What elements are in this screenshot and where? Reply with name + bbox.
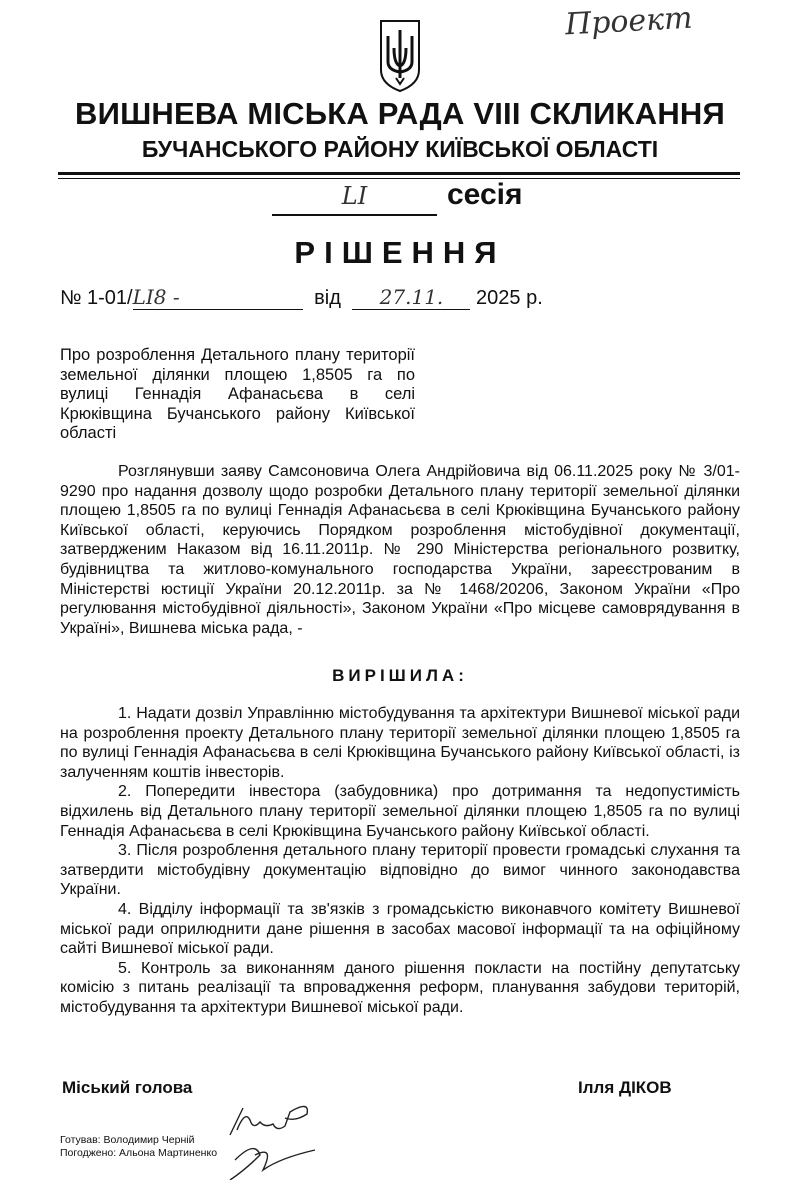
decision-item: 5. Контроль за виконанням даного рішення покласти на постійну депутатську комісію з питань реалізації та впровадження реформ, планування забудови територій, містобудування та архітектури Вишневої міської ради. [60,959,740,1016]
session-number: LI [272,182,437,216]
decision-number: LI8 - [133,285,303,310]
decision-date: 27.11. [352,285,470,310]
decision-item: 2. Попередити інвестора (забудовника) про дотримання та недопустимість відхилень від Детального плану території земельної ділянки площею 1,8505 га по вулиці Геннадія Афанасьєва в селі Крюківщина Бучанського району Київської області. [60,783,740,840]
draft-handwritten-mark: Проект [564,0,694,43]
number-prefix: № 1-01/ [60,287,133,309]
preamble: Розглянувши заяву Самсоновича Олега Андрійовича від 06.11.2025 року № 3/01-9290 про надання дозволу щодо розробки Детального плану території земельної ділянки площею 1,8505 га по вулиці Геннадія Афанасьєва в селі Крюківщина Бучанського району Київської області, керуючись Порядком розроблення містобудівної документації, затвердженим Наказом від 16.11.2011р. № 290 Міністерства регіонального розвитку, будівництва та житлово-комунального господарства України, зареєстрованим в Міністерстві юстиції України 20.12.2011р. за № 1468/20206, Законом України «Про регулювання містобудівної діяльності», Законом України «Про місцеве самоврядування в Україні», Вишнева міська рада, - [60,463,740,637]
date-prefix: від [314,287,341,309]
decision-item: 3. Після розроблення детального плану території провести громадські слухання та затвердити містобудівну документацію відповідно до вимог чинного законодавства України. [60,842,740,899]
resolved-heading: ВИРІШИЛА: [332,666,468,685]
approvals [60,1134,217,1160]
signatory-position: Міський голова [62,1078,193,1097]
signatory-name: Ілля ДІКОВ [578,1078,672,1097]
council-title: ВИШНЕВА МІСЬКА РАДА VIII СКЛИКАННЯ [75,96,725,131]
decision-items [60,704,740,1018]
decision-item: 1. Надати дозвіл Управлінню містобудування та архітектури Вишневої міської ради на розроблення проекту Детального плану території земельної ділянки площею 1,8505 га по вулиці Геннадія Афанасьєва в селі Крюківщина Бучанського району Київської області, із залученням коштів інвесторів. [60,705,740,781]
approved-by: Погоджено: Альона Мартиненко [60,1147,218,1159]
council-region: БУЧАНСЬКОГО РАЙОНУ КИЇВСЬКОЇ ОБЛАСТІ [141,136,659,162]
session-label: сесія [447,178,523,211]
decision-year: 2025 р. [476,287,543,309]
document-type: РІШЕННЯ [294,235,506,270]
decision-subject: Про розроблення Детального плану території земельної ділянки площею 1,8505 га по вулиці Геннадія Афанасьєва в селі Крюківщина Бучанського району Київської області [60,346,415,442]
decision-item: 4. Відділу інформації та зв'язків з громадськістю виконавчого комітету Вишневої міської ради оприлюднити дане рішення в засобах масової інформації та на офіційному сайті Вишневої міської ради. [60,900,740,958]
prepared-by: Готував: Володимир Черній [60,1134,195,1146]
session-line [272,178,523,216]
decision-number-line [60,285,543,310]
coat-of-arms-trident-icon [378,18,422,94]
handwritten-signature [215,1100,325,1180]
header-divider [58,172,740,175]
